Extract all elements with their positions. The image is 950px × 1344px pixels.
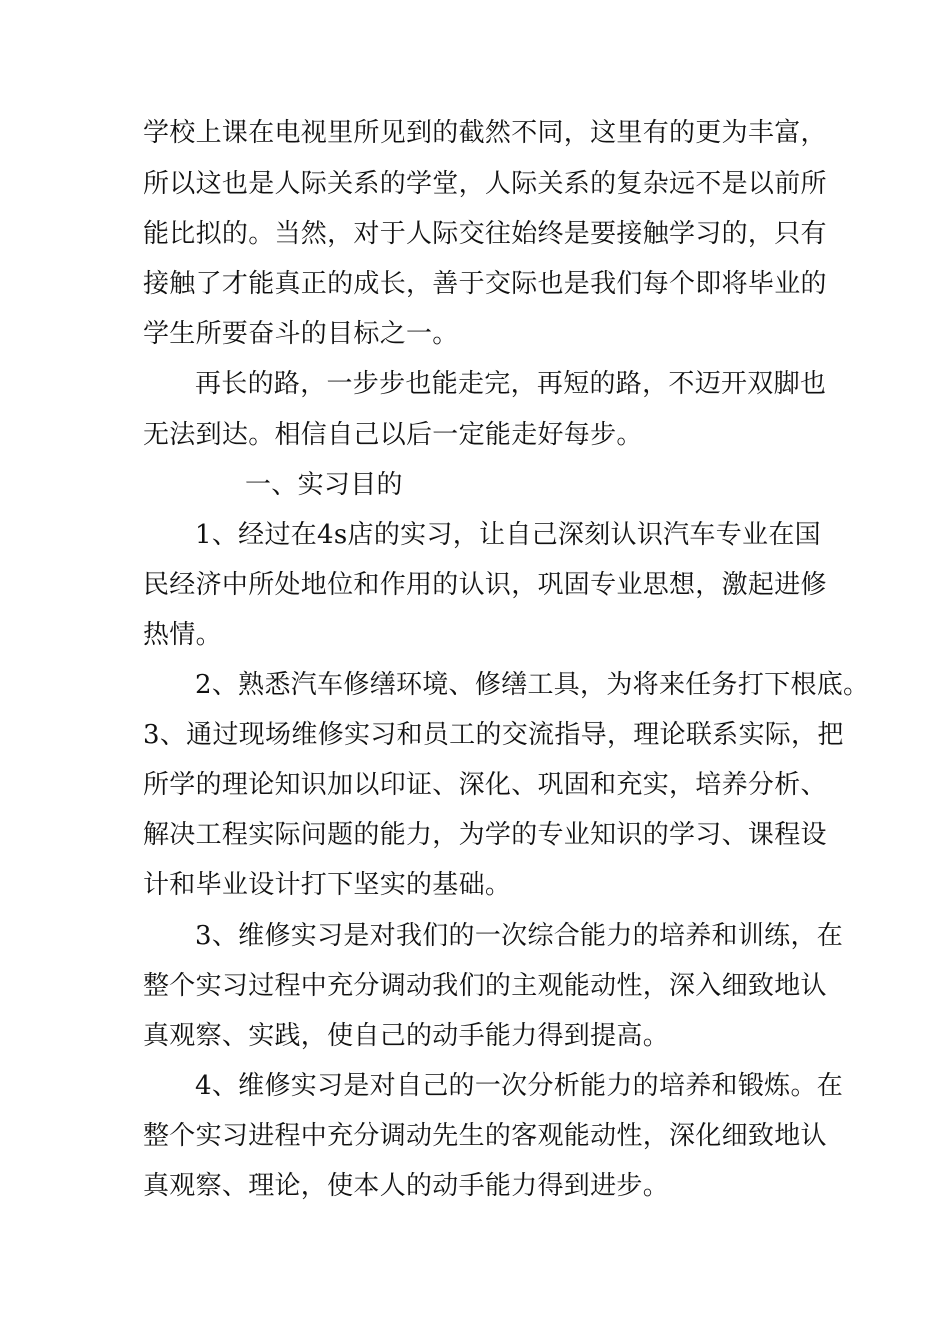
text-line: 能比拟的。当然，对于人际交往始终是要接触学习的，只有	[143, 219, 827, 249]
text-line: 整个实习过程中充分调动我们的主观能动性，深入细致地认	[143, 971, 827, 1001]
text-line: 民经济中所处地位和作用的认识，巩固专业思想，激起进修	[143, 570, 827, 600]
text-line: 3、维修实习是对我们的一次综合能力的培养和训练，在	[195, 921, 844, 951]
text-line: 无法到达。相信自己以后一定能走好每步。	[143, 420, 643, 450]
text-line: 热情。	[143, 620, 222, 650]
text-line: 学校上课在电视里所见到的截然不同，这里有的更为丰富，	[143, 118, 827, 148]
text-line: 解决工程实际问题的能力，为学的专业知识的学习、课程设	[143, 820, 827, 850]
section-heading: 一、实习目的	[245, 470, 403, 500]
text-line: 真观察、理论，使本人的动手能力得到进步。	[143, 1171, 670, 1201]
text-line: 所学的理论知识加以印证、深化、巩固和充实，培养分析、	[143, 770, 827, 800]
text-line: 1、经过在4s店的实习，让自己深刻认识汽车专业在国	[195, 520, 821, 550]
text-line: 再长的路，一步步也能走完，再短的路，不迈开双脚也	[195, 369, 827, 399]
text-line: 2、熟悉汽车修缮环境、修缮工具，为将来任务打下根底。	[195, 670, 870, 700]
text-line: 3、通过现场维修实习和员工的交流指导，理论联系实际，把	[143, 720, 844, 750]
text-line: 4、维修实习是对自己的一次分析能力的培养和锻炼。在	[195, 1071, 844, 1101]
text-line: 学生所要奋斗的目标之一。	[143, 319, 459, 349]
text-line: 接触了才能真正的成长，善于交际也是我们每个即将毕业的	[143, 269, 827, 299]
text-line: 所以这也是人际关系的学堂，人际关系的复杂远不是以前所	[143, 169, 827, 199]
text-line: 计和毕业设计打下坚实的基础。	[143, 870, 512, 900]
text-line: 真观察、实践，使自己的动手能力得到提高。	[143, 1021, 670, 1051]
text-line: 整个实习进程中充分调动先生的客观能动性，深化细致地认	[143, 1121, 827, 1151]
